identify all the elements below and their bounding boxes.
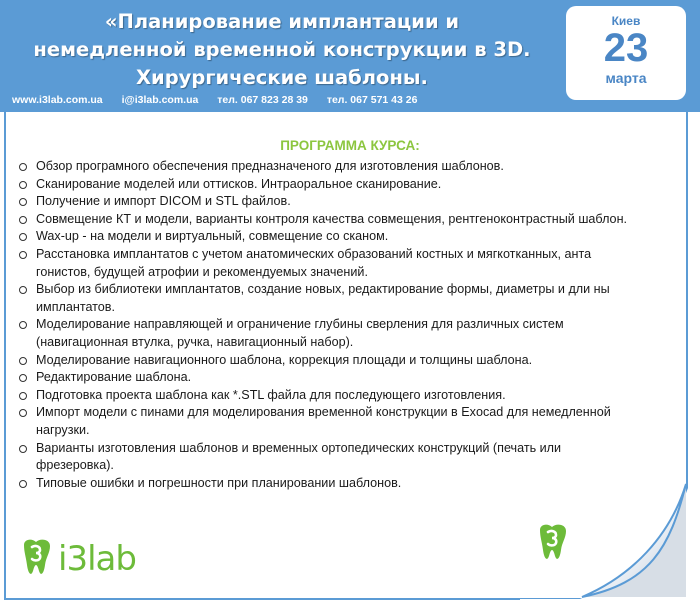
list-item: Редактирование шаблона.	[18, 369, 638, 387]
program-heading: ПРОГРАММА КУРСА:	[280, 138, 420, 153]
website-link[interactable]: www.i3lab.com.ua	[12, 94, 103, 106]
header-banner	[0, 0, 700, 112]
date-box	[566, 6, 686, 100]
email-link[interactable]: i@i3lab.com.ua	[121, 94, 199, 106]
list-item: Wax-up - на модели и виртуальный, совмещение со сканом.	[18, 228, 638, 246]
contacts-row	[12, 94, 532, 106]
title-line-3: Хирургические шаблоны.	[136, 66, 428, 89]
date-city: Киев	[611, 14, 641, 28]
list-item: Импорт модели с пинами для моделирования временной конструкции в Exocad для немедленной нагрузки.	[18, 404, 638, 439]
logo-text: i3lab	[58, 539, 136, 579]
list-item: Обзор програмного обеспечения предназначеного для изготовления шаблонов.	[18, 158, 638, 176]
tooth-logo-icon	[18, 537, 58, 581]
program-list	[18, 158, 638, 492]
date-month: марта	[605, 70, 647, 86]
list-item: Моделирование навигационного шаблона, коррекция площади и толщины шаблона.	[18, 352, 638, 370]
list-item: Совмещение КТ и модели, варианты контроля качества совмещения, рентгеноконтрастный шаблон.	[18, 211, 638, 229]
page-curl-decoration	[520, 478, 700, 607]
date-day: 23	[603, 26, 649, 70]
list-item: Типовые ошибки и погрешности при планировании шаблонов.	[18, 475, 638, 493]
course-title	[12, 8, 552, 92]
title-line-1: «Планирование имплантации и	[104, 10, 460, 33]
i3lab-logo	[18, 537, 158, 581]
list-item: Моделирование направляющей и ограничение глубины сверления для различных систем (навигационная втулка, ручка, навигационный набор).	[18, 316, 638, 351]
list-item: Выбор из библиотеки имплантатов, создание новых, редактирование формы, диаметры и дли ны имплантатов.	[18, 281, 638, 316]
list-item: Расстановка имплантатов с учетом анатомических образований костных и мягкотканных, анта гонистов, будущей атрофии и рекомендуемых значений.	[18, 246, 638, 281]
list-item: Сканирование моделей или оттисков. Интраоральное сканирование.	[18, 176, 638, 194]
phone-1: тел. 067 823 28 39	[217, 94, 308, 106]
title-line-2: немедленной временной конструкции в 3D.	[33, 38, 531, 61]
list-item: Получение и импорт DICOM и STL файлов.	[18, 193, 638, 211]
list-item: Варианты изготовления шаблонов и временных ортопедических конструкций (печать или фрезеровка).	[18, 440, 638, 475]
list-item: Подготовка проекта шаблона как *.STL файла для последующего изготовления.	[18, 387, 638, 405]
phone-2: тел. 067 571 43 26	[326, 94, 418, 106]
